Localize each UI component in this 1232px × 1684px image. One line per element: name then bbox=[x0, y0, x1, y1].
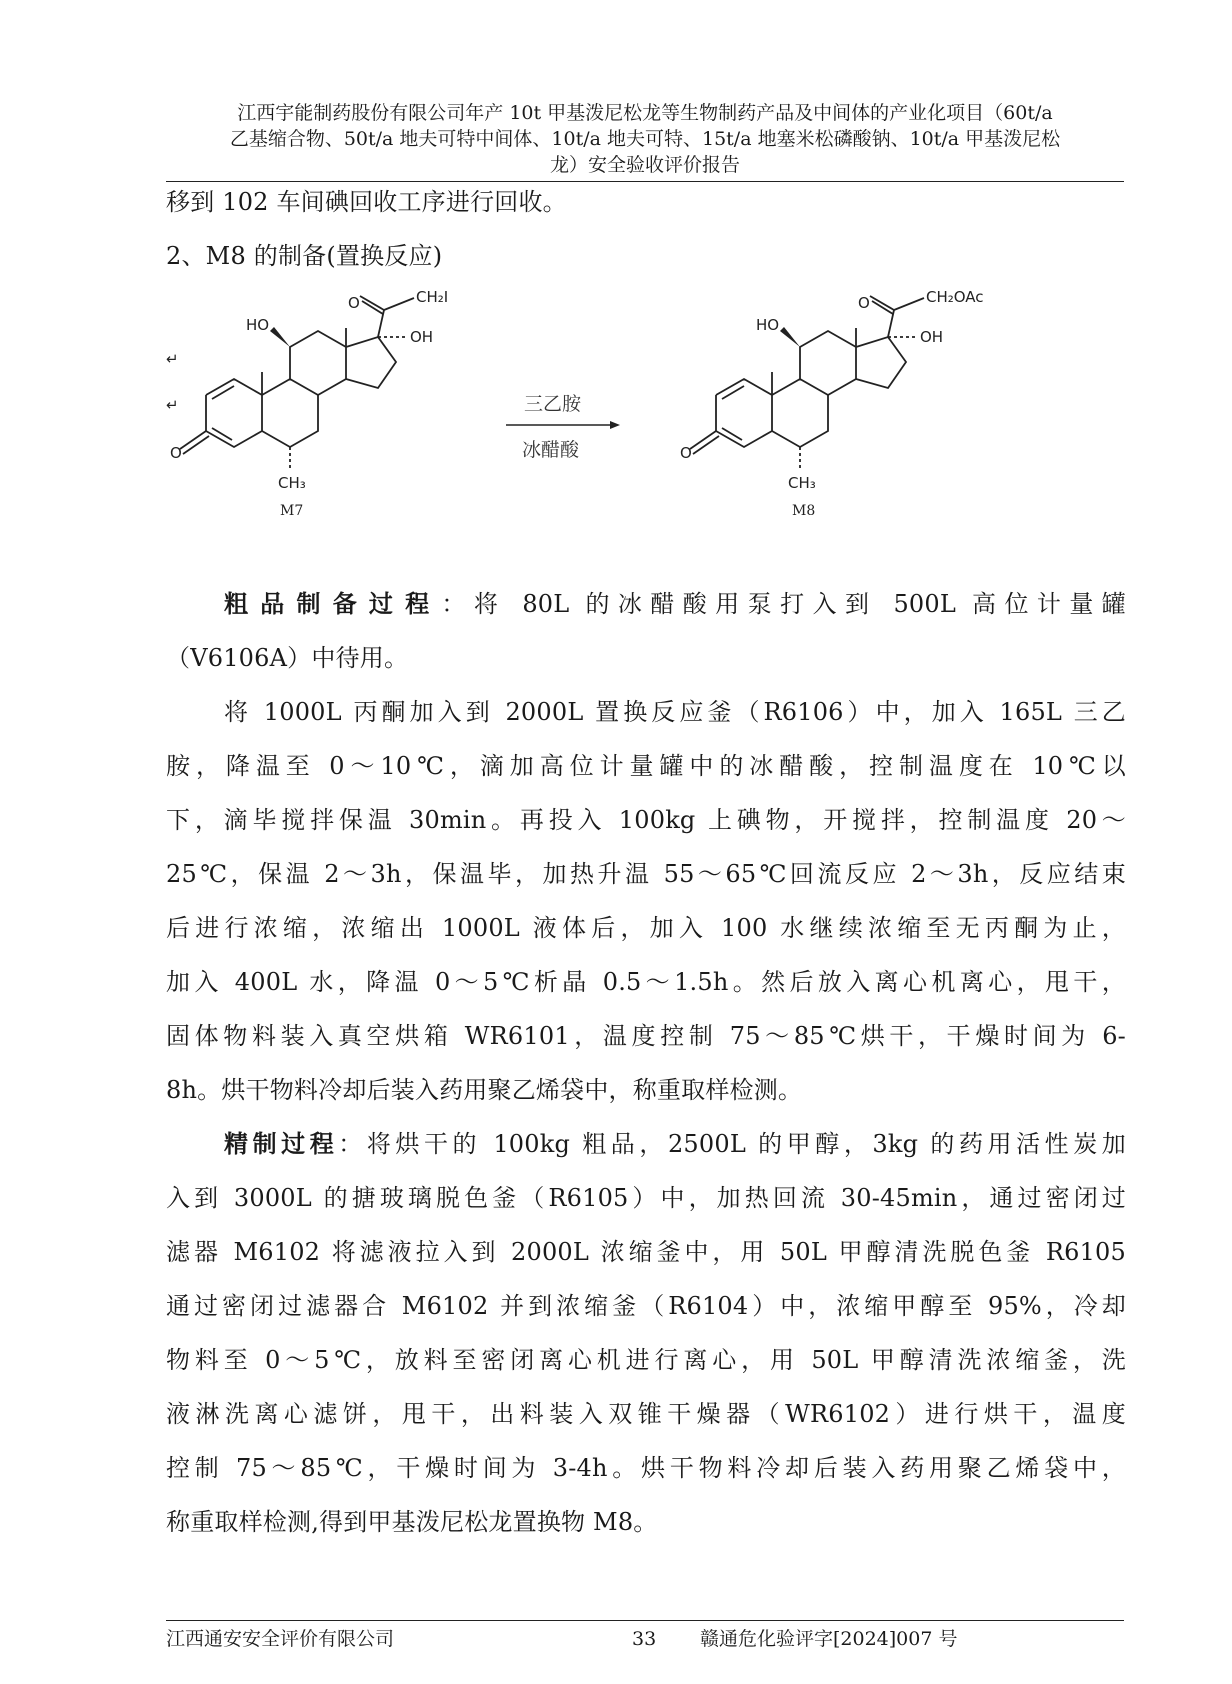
reactant-wedge-bond bbox=[270, 327, 290, 347]
reaction-scheme bbox=[166, 288, 1130, 570]
reaction-arrow-head bbox=[610, 421, 620, 429]
section-title: 2、M8 的制备(置换反应) bbox=[166, 242, 443, 270]
reactant-ch2i-text: CH₂I bbox=[416, 288, 449, 306]
product-ch2oac-text: CH₂OAc bbox=[926, 288, 984, 306]
refine-section bbox=[166, 1117, 1126, 1549]
reactant-ho-text: HO bbox=[246, 316, 270, 334]
refine-line-5: 物料至 0～5℃，放料至密闭离心机进行离心，用 50L 甲醇清洗浓缩釜，洗 bbox=[166, 1346, 1126, 1374]
refine-label: 精制过程 bbox=[224, 1129, 339, 1158]
para2-line-3: 下，滴毕搅拌保温 30min。再投入 100kg 上碘物，开搅拌，控制温度 20～ bbox=[166, 806, 1126, 834]
para2-line-8: 8h。烘干物料冷却后装入药用聚乙烯袋中，称重取样检测。 bbox=[166, 1076, 803, 1104]
return-mark-1: ↵ bbox=[166, 350, 179, 368]
reactant-label: M7 bbox=[280, 503, 304, 519]
product-structure-m8 bbox=[680, 288, 984, 519]
para2-line-7: 固体物料装入真空烘箱 WR6101，温度控制 75～85℃烘干，干燥时间为 6- bbox=[166, 1022, 1126, 1050]
reactant-ch3-text: CH₃ bbox=[278, 474, 306, 492]
crude-label: 粗品制备过程 bbox=[224, 589, 442, 618]
para2-line-5: 后进行浓缩，浓缩出 1000L 液体后，加入 100 水继续浓缩至无丙酮为止， bbox=[166, 914, 1126, 942]
refine-line-8: 称重取样检测,得到甲基泼尼松龙置换物 M8。 bbox=[166, 1508, 658, 1536]
reactant-ketone-o-text: O bbox=[170, 444, 182, 462]
refine-colon: ： bbox=[338, 1130, 367, 1158]
footer-company: 江西通安安全评价有限公司 bbox=[166, 1628, 395, 1650]
crude-line-2: （V6106A）中待用。 bbox=[166, 644, 409, 672]
product-oh-text: OH bbox=[920, 328, 944, 346]
reagent-top: 三乙胺 bbox=[524, 393, 582, 415]
page-header bbox=[166, 100, 1124, 178]
para2-line-2: 胺，降温至 0～10℃，滴加高位计量罐中的冰醋酸，控制温度在 10℃以 bbox=[166, 752, 1126, 780]
product-ketone-o-text: O bbox=[680, 444, 692, 462]
product-ch3-text: CH₃ bbox=[788, 474, 816, 492]
intro-line: 移到 102 车间碘回收工序进行回收。 bbox=[166, 188, 567, 216]
crude-line-1 bbox=[166, 577, 1126, 631]
para2-line-1: 将 1000L 丙酮加入到 2000L 置换反应釜（R6106）中，加入 165L 三乙 bbox=[224, 698, 1126, 726]
product-label: M8 bbox=[792, 503, 816, 519]
reactant-oh-text: OH bbox=[410, 328, 434, 346]
reactant-structure-m7 bbox=[180, 296, 414, 470]
reactant-o-text: O bbox=[348, 294, 360, 312]
crude-section bbox=[166, 577, 1126, 685]
reagent-bottom: 冰醋酸 bbox=[522, 439, 580, 461]
refine-line-2: 入到 3000L 的搪玻璃脱色釜（R6105）中，加热回流 30-45min，通过密闭过 bbox=[166, 1184, 1126, 1212]
product-o-text: O bbox=[858, 294, 870, 312]
header-line-2: 乙基缩合物、50t/a 地夫可特中间体、10t/a 地夫可特、15t/a 地塞米松磷酸钠、10t/a 甲基泼尼松 bbox=[229, 128, 1061, 150]
intro-block bbox=[166, 175, 1126, 283]
crude-colon: ： bbox=[441, 590, 474, 618]
refine-line-7: 控制 75～85℃，干燥时间为 3-4h。烘干物料冷却后装入药用聚乙烯袋中， bbox=[166, 1454, 1126, 1482]
refine-line-1-text: 将烘干的 100kg 粗品，2500L 的甲醇，3kg 的药用活性炭加 bbox=[366, 1130, 1127, 1158]
reaction-scheme-svg bbox=[166, 288, 1130, 570]
crude-line-1-text: 将 80L 的冰醋酸用泵打入到 500L 高位计量罐 bbox=[473, 590, 1126, 618]
refine-line-6: 液淋洗离心滤饼，甩干，出料装入双锥干燥器（WR6102）进行烘干，温度 bbox=[166, 1400, 1126, 1428]
refine-line-3: 滤器 M6102 将滤液拉入到 2000L 浓缩釜中，用 50L 甲醇清洗脱色釜 R6105 bbox=[166, 1238, 1126, 1266]
product-ho-text: HO bbox=[756, 316, 780, 334]
header-line-1: 江西宇能制药股份有限公司年产 10t 甲基泼尼松龙等生物制药产品及中间体的产业化项目（60t/a bbox=[237, 102, 1053, 124]
process-paragraph bbox=[166, 685, 1126, 1117]
para2-line-4: 25℃，保温 2～3h，保温毕，加热升温 55～65℃回流反应 2～3h，反应结束 bbox=[166, 860, 1126, 888]
footer-rule bbox=[166, 1620, 1124, 1621]
refine-line-1 bbox=[166, 1117, 1126, 1171]
refine-line-4: 通过密闭过滤器合 M6102 并到浓缩釜（R6104）中，浓缩甲醇至 95%，冷却 bbox=[166, 1292, 1126, 1320]
para2-line-6: 加入 400L 水，降温 0～5℃析晶 0.5～1.5h。然后放入离心机离心，甩干， bbox=[166, 968, 1126, 996]
header-line-3: 龙）安全验收评价报告 bbox=[549, 154, 740, 176]
footer-doc-number: 赣通危化验评字[2024]007 号 bbox=[700, 1628, 958, 1650]
return-mark-2: ↵ bbox=[166, 396, 179, 414]
footer-page-number: 33 bbox=[632, 1628, 657, 1650]
